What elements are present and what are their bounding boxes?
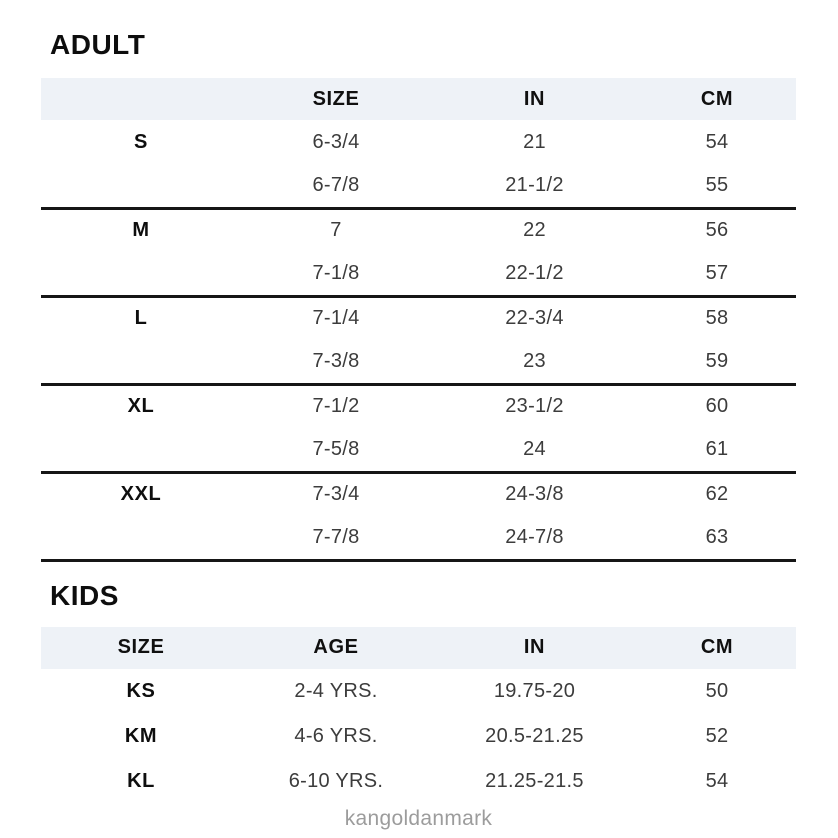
value-cell: 58 <box>705 307 729 330</box>
table-row <box>41 296 796 340</box>
size-label-cell: M <box>132 219 150 242</box>
kids-heading: KIDS <box>50 579 119 611</box>
kids-header-row <box>41 627 796 669</box>
value-cell: 7-1/2 <box>312 395 360 418</box>
value-cell: 50 <box>705 679 729 702</box>
table-row <box>41 164 796 208</box>
value-cell: 22-1/2 <box>431 252 638 296</box>
size-label-cell: KL <box>127 769 155 792</box>
value-cell: 60 <box>705 395 729 418</box>
size-label-cell <box>41 428 241 472</box>
adult-section <box>41 0 796 562</box>
value-cell: 7-1/8 <box>241 252 431 296</box>
table-row <box>41 208 796 252</box>
table-row <box>41 516 796 560</box>
value-cell: 24-7/8 <box>431 516 638 560</box>
value-cell: 24 <box>431 428 638 472</box>
size-label-cell: L <box>134 307 148 330</box>
value-cell: 56 <box>705 219 729 242</box>
table-row <box>41 759 796 804</box>
value-cell: 21.25-21.5 <box>485 769 584 792</box>
adult-heading: ADULT <box>50 29 146 60</box>
value-cell: 7-5/8 <box>241 428 431 472</box>
adult-header-row <box>41 78 796 120</box>
size-label-cell <box>41 252 241 296</box>
table-row <box>41 714 796 759</box>
adult-col-header-in: IN <box>431 78 638 120</box>
value-cell: 63 <box>638 516 796 560</box>
size-label-cell: XXL <box>120 483 162 506</box>
kids-col-header-size: SIZE <box>41 627 241 669</box>
value-cell: 7 <box>330 219 342 242</box>
value-cell: 21-1/2 <box>431 164 638 208</box>
adult-col-header-label <box>41 78 241 120</box>
kids-col-header-age: AGE <box>241 627 431 669</box>
value-cell: 7-7/8 <box>241 516 431 560</box>
adult-size-table <box>41 78 796 562</box>
table-row <box>41 669 796 714</box>
value-cell: 52 <box>705 724 729 747</box>
size-label-cell <box>41 516 241 560</box>
kids-table-body <box>41 669 796 804</box>
value-cell: 20.5-21.25 <box>485 724 584 747</box>
size-label-cell <box>41 340 241 384</box>
value-cell: 7-1/4 <box>312 307 360 330</box>
table-row <box>41 340 796 384</box>
value-cell: 57 <box>638 252 796 296</box>
value-cell: 6-3/4 <box>312 130 360 153</box>
value-cell: 54 <box>705 130 729 153</box>
size-label-cell: XL <box>127 395 155 418</box>
adult-col-header-cm: CM <box>638 78 796 120</box>
value-cell: 23 <box>431 340 638 384</box>
size-label-cell: S <box>134 130 148 153</box>
value-cell: 6-10 YRS. <box>288 769 384 792</box>
table-row <box>41 384 796 428</box>
value-cell: 7-3/8 <box>241 340 431 384</box>
table-row <box>41 120 796 164</box>
kids-section <box>41 562 796 804</box>
table-row <box>41 252 796 296</box>
kids-size-table <box>41 627 796 804</box>
value-cell: 54 <box>705 769 729 792</box>
table-row <box>41 428 796 472</box>
value-cell: 19.75-20 <box>493 679 576 702</box>
value-cell: 2-4 YRS. <box>294 679 378 702</box>
value-cell: 4-6 YRS. <box>294 724 378 747</box>
value-cell: 24-3/8 <box>505 483 564 506</box>
value-cell: 22-3/4 <box>505 307 564 330</box>
kids-col-header-cm: CM <box>638 627 796 669</box>
adult-table-body <box>41 120 796 560</box>
adult-col-header-size: SIZE <box>241 78 431 120</box>
size-label-cell <box>41 164 241 208</box>
value-cell: 6-7/8 <box>241 164 431 208</box>
value-cell: 61 <box>638 428 796 472</box>
value-cell: 59 <box>638 340 796 384</box>
value-cell: 62 <box>705 483 729 506</box>
value-cell: 55 <box>638 164 796 208</box>
value-cell: 22 <box>523 219 546 242</box>
watermark: kangoldanmark <box>344 806 493 830</box>
kids-col-header-in: IN <box>431 627 638 669</box>
size-label-cell: KM <box>124 724 158 747</box>
value-cell: 23-1/2 <box>505 395 564 418</box>
table-row <box>41 472 796 516</box>
size-label-cell: KS <box>126 679 156 702</box>
value-cell: 21 <box>523 130 546 153</box>
value-cell: 7-3/4 <box>312 483 360 506</box>
